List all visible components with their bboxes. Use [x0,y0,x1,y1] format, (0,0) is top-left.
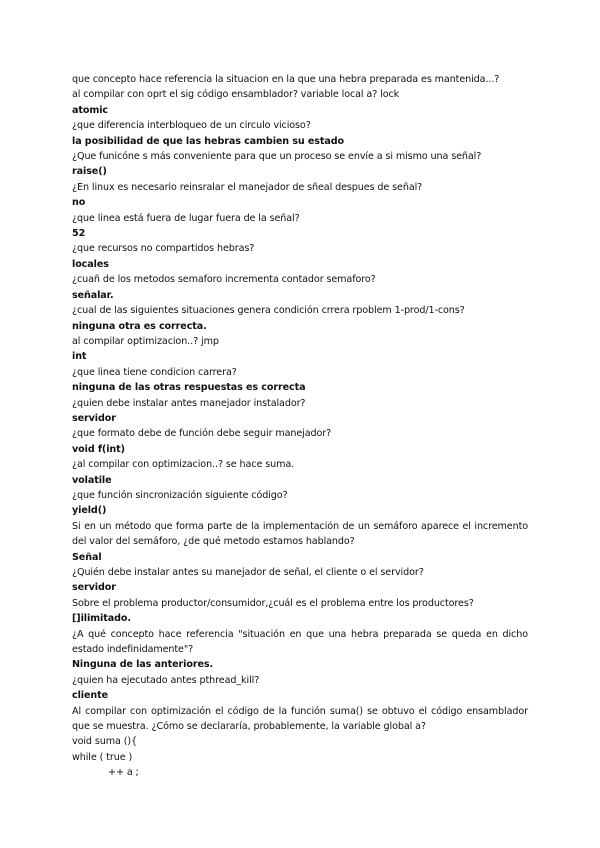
question-line: ¿que diferencia interbloqueo de un circulo vicioso? [72,120,311,132]
answer-line: cliente [72,690,108,702]
question-line: al compilar optimizacion..? jmp [72,335,219,347]
question-line: ¿Que funicóne s más conveniente para que un proceso se envíe a si mismo una señal? [72,151,482,163]
code-line: ++ a ; [108,767,139,779]
answer-line: locales [72,258,109,270]
question-line: ¿En linux es necesario reinsralar el manejador de sñeal despues de señal? [72,181,423,193]
answer-line: ninguna de las otras respuestas es correcta [72,382,306,394]
question-line: que concepto hace referencia la situacion en la que una hebra preparada es mantenida...? [72,74,500,85]
answer-line: void f(int) [72,443,125,455]
answer-line: atomic [72,104,109,116]
answer-line: la posibilidad de que las hebras cambien su estado [72,135,344,147]
answer-line: señalar. [72,289,114,301]
answer-line: yield() [72,505,107,517]
answer-line: servidor [72,412,116,424]
question-line: ¿que recursos no compartidos hebras? [72,243,255,255]
question-line: ¿al compilar con optimizacion..? se hace suma. [72,459,295,471]
answer-line: []ilimitado. [72,613,131,625]
code-line: while ( true ) [72,751,133,763]
answer-line: ninguna otra es correcta. [72,320,207,332]
question-line: ¿cual de las siguientes situaciones genera condición crrera rpoblem 1-prod/1-cons? [72,305,465,317]
answer-line: 52 [72,228,86,240]
answer-line: volatile [72,474,112,486]
answer-line: Señal [72,551,102,563]
question-line: ¿cuañ de los metodos semaforo incrementa contador semaforo? [72,274,376,286]
answer-line: servidor [72,582,116,594]
answer-line: Ninguna de las anteriores. [72,659,214,671]
answer-line: raise() [72,166,107,178]
question-line: al compilar con oprt el sig código ensamblador? variable local a? lock [72,89,400,101]
question-line: ¿A qué concepto hace referencia "situación en que una hebra preparada se queda en dicho [72,628,528,640]
question-line: ¿que función sincronización siguiente código? [72,489,288,501]
answer-line: no [72,197,86,209]
question-line: ¿quien debe instalar antes manejador instalador? [72,397,306,409]
question-line: ¿que linea está fuera de lugar fuera de la señal? [72,212,300,224]
question-line: ¿que linea tiene condicion carrera? [72,366,237,378]
question-line: ¿quien ha ejecutado antes pthread_kill? [72,674,260,686]
code-line: void suma (){ [72,736,137,748]
answer-line: int [72,351,87,363]
question-line: Sobre el problema productor/consumidor,¿cuál es el problema entre los productores? [72,597,474,609]
question-line: que se muestra. ¿Cómo se declararía, probablemente, la variable global a? [72,721,426,733]
question-line: ¿Quién debe instalar antes su manejador de señal, el cliente o el servidor? [72,567,424,578]
question-line: Si en un método que forma parte de la implementación de un semáforo aparece el incremento [72,520,528,532]
question-line: Al compilar con optimización el código de la función suma() se obtuvo el código ensamblador [72,705,528,717]
question-line: estado indefinidamente"? [72,644,194,656]
question-line: del valor del semáforo, ¿de qué metodo estamos hablando? [72,536,355,548]
question-line: ¿que formato debe de función debe seguir manejador? [72,428,332,440]
